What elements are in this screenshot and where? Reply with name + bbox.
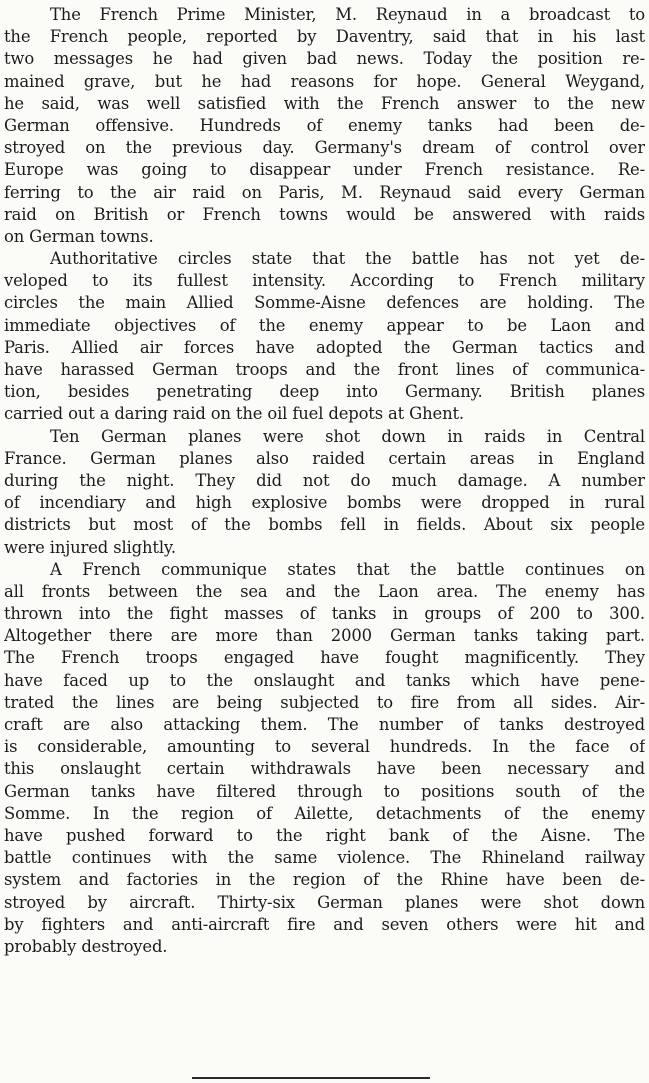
text-line: stroyed by aircraft. Thirty-six German planes were shot down — [4, 892, 645, 912]
text-line: raid on British or French towns would be answered with raids — [4, 204, 645, 224]
text-line: battle continues with the same violence. The Rhineland railway — [4, 848, 645, 868]
text-line: The French Prime Minister, M. Reynaud in a broadcast to — [50, 5, 645, 24]
text-line: Europe was going to disappear under French resistance. Re- — [4, 160, 645, 180]
text-line: is considerable, amounting to several hundreds. In the face of — [4, 737, 645, 757]
text-line: carried out a daring raid on the oil fuel depots at Ghent. — [4, 404, 464, 424]
text-line: districts but most of the bombs fell in fields. About six people — [4, 515, 645, 535]
text-line: were injured slightly. — [4, 537, 176, 557]
text-line: thrown into the fight masses of tanks in groups of 200 to 300. — [4, 604, 645, 624]
text-line: probably destroyed. — [4, 936, 168, 956]
text-line: stroyed on the previous day. Germany's dream of control over — [4, 138, 645, 158]
text-line: mained grave, but he had reasons for hope. General Weygand, — [4, 71, 645, 91]
paragraph-authoritative-circles — [4, 248, 645, 426]
text-line: have harassed German troops and the front lines of communica- — [4, 360, 645, 379]
section-divider-rule — [192, 1077, 430, 1079]
text-line: circles the main Allied Somme-Aisne defences are holding. The — [4, 293, 645, 313]
text-line: by fighters and anti-aircraft fire and seven others were hit and — [4, 914, 645, 934]
text-line: the French people, reported by Daventry, said that in his last — [4, 27, 645, 47]
text-line: during the night. They did not do much damage. A number — [4, 470, 645, 490]
text-line: have pushed forward to the right bank of the Aisne. The — [4, 825, 645, 845]
text-line: he said, was well satisfied with the French answer to the new — [4, 93, 645, 113]
text-line: of incendiary and high explosive bombs were dropped in rural — [4, 493, 645, 513]
text-line: immediate objectives of the enemy appear to be Laon and — [4, 315, 645, 335]
text-line: German offensive. Hundreds of enemy tanks had been de- — [4, 115, 645, 135]
text-line: ferring to the air raid on Paris, M. Reynaud said every German — [4, 182, 645, 202]
text-line: France. German planes also raided certain areas in England — [4, 448, 645, 468]
article-body — [4, 4, 645, 958]
text-line: two messages he had given bad news. Today the position re- — [4, 49, 645, 69]
paragraph-german-planes — [4, 426, 645, 559]
text-line: veloped to its fullest intensity. According to French military — [4, 271, 645, 291]
text-line: tion, besides penetrating deep into Germany. British planes — [4, 382, 645, 402]
text-line: The French troops engaged have fought magnificently. They — [4, 648, 645, 668]
text-line: Paris. Allied air forces have adopted the German tactics and — [4, 337, 645, 357]
text-line: Ten German planes were shot down in raids in Central — [50, 426, 645, 446]
text-line: Authoritative circles state that the battle has not yet de- — [50, 249, 645, 269]
text-line: German tanks have filtered through to positions south of the — [4, 781, 645, 801]
text-line: Somme. In the region of Ailette, detachments of the enemy — [4, 803, 645, 823]
text-line: system and factories in the region of the Rhine have been de- — [4, 870, 645, 890]
text-line: on German towns. — [4, 226, 154, 246]
text-line: trated the lines are being subjected to fire from all sides. Air- — [4, 692, 645, 712]
text-line: all fronts between the sea and the Laon area. The enemy has — [4, 581, 645, 601]
text-line: craft are also attacking them. The number of tanks destroyed — [4, 715, 645, 734]
paragraph-french-communique — [4, 559, 645, 958]
text-line: this onslaught certain withdrawals have been necessary and — [4, 759, 645, 779]
text-line: A French communique states that the battle continues on — [50, 559, 645, 579]
paragraph-broadcast — [4, 4, 645, 248]
text-line: have faced up to the onslaught and tanks which have pene- — [4, 670, 645, 690]
text-line: Altogether there are more than 2000 German tanks taking part. — [4, 626, 645, 646]
